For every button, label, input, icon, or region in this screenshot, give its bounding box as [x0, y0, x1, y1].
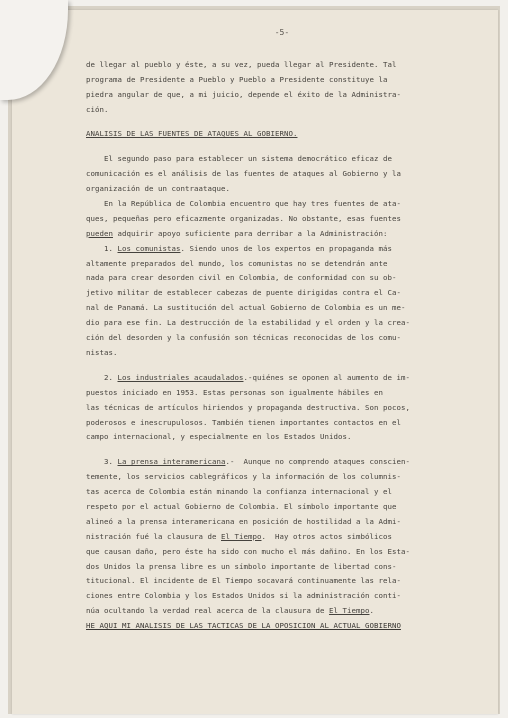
text-line: programa de Presidente a Pueblo y Pueblo a Presidente constituye la: [86, 74, 388, 84]
text-line: puestos iniciado en 1953. Estas personas son igualmente hábiles en: [86, 387, 383, 397]
typed-text: [86, 26, 478, 634]
text-line: ques, pequeñas pero eficazmente organizadas. No obstante, esas fuentes: [86, 213, 401, 223]
section-heading: ANALISIS DE LAS FUENTES DE ATAQUES AL GOBIERNO.: [86, 129, 298, 139]
item-label: Los comunistas: [117, 243, 181, 253]
text-line: temente, los servicios cablegráficos y la información de los columnis-: [86, 472, 401, 482]
text-line: campo internacional, y especialmente en los Estados Unidos.: [86, 432, 352, 442]
text-line: las técnicas de artículos hiriendos y propaganda destructiva. Son pocos,: [86, 402, 410, 412]
underlined-word: El Tiempo: [328, 606, 370, 616]
item-industrialists: [86, 371, 478, 445]
final-heading: HE AQUI MI ANALISIS DE LAS TACTICAS DE LA OPOSICION AL ACTUAL GOBIERNO: [86, 621, 401, 631]
text-line: núa ocultando la verdad real acerca de la clausura de El Tiempo.: [86, 606, 374, 616]
item-communists: [86, 242, 478, 361]
item-press: [86, 455, 478, 619]
text-line: ción del desorden y la confusión son técnicas reconocidas de los comu-: [86, 333, 401, 343]
text-line: jetivo militar de establecer cabezas de puente dirigidas contra el Ca-: [86, 288, 401, 298]
text-line: ción.: [86, 104, 109, 114]
text-line: 2. Los industriales acaudalados.-quiénes se oponen al aumento de im-: [86, 372, 410, 382]
third-paragraph: [86, 197, 478, 242]
text-line: tas acerca de Colombia están minando la confianza internacional y el: [86, 487, 392, 497]
text-line: nada para crear desorden civil en Colombia, de conformidad con su ob-: [86, 273, 397, 283]
second-paragraph: [86, 152, 478, 197]
text-line: dos Unidos la prensa libre es un símbolo importante de libertad cons-: [86, 561, 397, 571]
text-line: piedra angular de que, a mi juicio, depende el éxito de la Administra-: [86, 89, 401, 99]
text-line: nistración fué la clausura de El Tiempo. Hay otros actos simbólicos: [86, 531, 392, 541]
underlined-word: pueden: [86, 228, 113, 238]
intro-paragraph: [86, 58, 478, 118]
item-label: Los industriales acaudalados: [117, 372, 244, 382]
text-line: pueden adquirir apoyo suficiente para derribar a la Administración:: [86, 228, 388, 238]
text-line: que causan daño, pero éste ha sido con mucho el más dañino. En los Esta-: [86, 546, 410, 556]
text-line: El segundo paso para establecer un sistema democrático eficaz de: [86, 154, 392, 164]
text-line: nal de Panamá. La sustitución del actual Gobierno de Colombia es un me-: [86, 303, 406, 313]
text-line: alineó a la prensa interamericana en posición de hostilidad a la Admi-: [86, 516, 401, 526]
text-line: titucional. El incidente de El Tiempo socavará continuamente las rela-: [86, 576, 401, 586]
underlined-word: El Tiempo: [221, 531, 262, 541]
text-line: ciones entre Colombia y los Estados Unidos si la administración conti-: [86, 591, 401, 601]
text-line: nistas.: [86, 347, 118, 357]
text-line: 1. Los comunistas. Siendo unos de los expertos en propaganda más: [86, 243, 392, 253]
text-line: 3. La prensa interamericana.- Aunque no comprendo ataques conscien-: [86, 457, 410, 467]
text-line: altamente preparados del mundo, los comunistas no se detendrán ante: [86, 258, 388, 268]
item-label: La prensa interamericana: [117, 457, 226, 467]
text-line: En la República de Colombia encuentro que hay tres fuentes de ata-: [86, 199, 401, 209]
text-line: respeto por el actual Gobierno de Colombia. El símbolo importante que: [86, 501, 397, 511]
page-number: -5-: [274, 28, 290, 37]
text-line: de llegar al pueblo y éste, a su vez, pueda llegar al Presidente. Tal: [86, 59, 397, 69]
text-line: comunicación es el análisis de las fuentes de ataques al Gobierno y la: [86, 169, 401, 179]
text-line: organización de un contraataque.: [86, 184, 230, 194]
text-line: dio para ese fin. La destrucción de la estabilidad y el orden y la crea-: [86, 318, 410, 328]
text-line: poderosos e inescrupulosos. También tienen importantes contactos en el: [86, 417, 401, 427]
